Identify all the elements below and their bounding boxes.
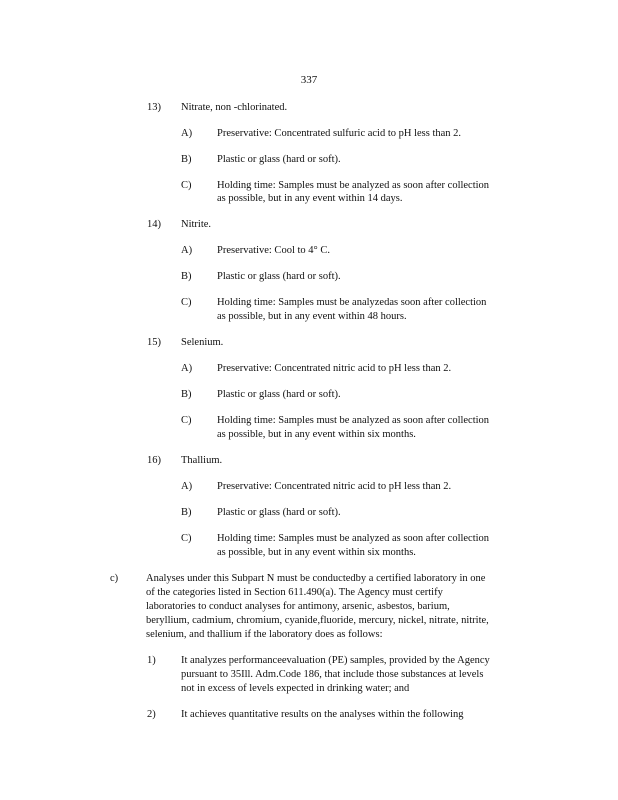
item-13-b-text: Plastic or glass (hard or soft).: [217, 154, 341, 165]
item-13-a-letter: A): [181, 128, 193, 139]
item-15-a-letter: A): [181, 363, 193, 374]
section-c-line-4: beryllium, cadmium, chromium, cyanide,fluoride, mercury, nickel, nitrate, nitrite,: [146, 615, 489, 626]
section-c-letter: c): [110, 573, 119, 584]
item-15-c-line-1: Holding time: Samples must be analyzed as soon after collection: [217, 415, 490, 426]
section-c-1-number: 1): [147, 655, 156, 666]
item-16-number: 16): [147, 455, 161, 466]
item-13-a-text: Preservative: Concentrated sulfuric acid to pH less than 2.: [217, 128, 462, 139]
section-c-line-3: laboratories to conduct analyses for antimony, arsenic, asbestos, barium,: [146, 601, 450, 612]
item-13-title: Nitrate, non -chlorinated.: [181, 102, 288, 113]
item-15-c-letter: C): [181, 415, 192, 426]
item-13-number: 13): [147, 102, 161, 113]
item-14-c-line-2: as possible, but in any event within 48 hours.: [217, 311, 407, 322]
item-15-b-letter: B): [181, 389, 192, 400]
section-c-line-1: Analyses under this Subpart N must be conductedby a certified laboratory in one: [146, 573, 486, 584]
item-14-a-text: Preservative: Cool to 4° C.: [217, 245, 330, 256]
item-14-title: Nitrite.: [181, 219, 212, 230]
item-16-c-line-1: Holding time: Samples must be analyzed as soon after collection: [217, 533, 490, 544]
section-c-2-line-1: It achieves quantitative results on the analyses within the following: [181, 709, 464, 720]
item-14-b-text: Plastic or glass (hard or soft).: [217, 271, 341, 282]
item-16-b-text: Plastic or glass (hard or soft).: [217, 507, 341, 518]
item-16-title: Thallium.: [181, 455, 223, 466]
item-16-a-letter: A): [181, 481, 193, 492]
item-14-number: 14): [147, 219, 161, 230]
item-13-c-line-2: as possible, but in any event within 14 days.: [217, 193, 403, 204]
section-c-line-2: of the categories listed in Section 611.490(a). The Agency must certify: [146, 587, 443, 598]
item-16-a-text: Preservative: Concentrated nitric acid to pH less than 2.: [217, 481, 452, 492]
section-c-line-5: selenium, and thallium if the laboratory does as follows:: [146, 629, 383, 640]
item-14-c-line-1: Holding time: Samples must be analyzedas soon after collection: [217, 297, 487, 308]
section-c-1-line-1: It analyzes performanceevaluation (PE) samples, provided by the Agency: [181, 655, 490, 666]
item-13-c-line-1: Holding time: Samples must be analyzed as soon after collection: [217, 180, 490, 191]
page-number: 337: [300, 74, 318, 86]
item-16-c-line-2: as possible, but in any event within six months.: [217, 547, 416, 558]
item-13-c-letter: C): [181, 180, 192, 191]
item-15-number: 15): [147, 337, 161, 348]
item-16-c-letter: C): [181, 533, 192, 544]
item-14-a-letter: A): [181, 245, 193, 256]
item-14-c-letter: C): [181, 297, 192, 308]
item-13-b-letter: B): [181, 154, 192, 165]
item-15-c-line-2: as possible, but in any event within six months.: [217, 429, 416, 440]
item-15-b-text: Plastic or glass (hard or soft).: [217, 389, 341, 400]
section-c-1-line-2: pursuant to 35Ill. Adm.Code 186, that include those substances at levels: [181, 669, 484, 680]
section-c-1-line-3: not in excess of levels expected in drinking water; and: [181, 683, 410, 694]
item-16-b-letter: B): [181, 507, 192, 518]
section-c-2-number: 2): [147, 709, 156, 720]
item-15-title: Selenium.: [181, 337, 224, 348]
item-14-b-letter: B): [181, 271, 192, 282]
item-15-a-text: Preservative: Concentrated nitric acid to pH less than 2.: [217, 363, 452, 374]
